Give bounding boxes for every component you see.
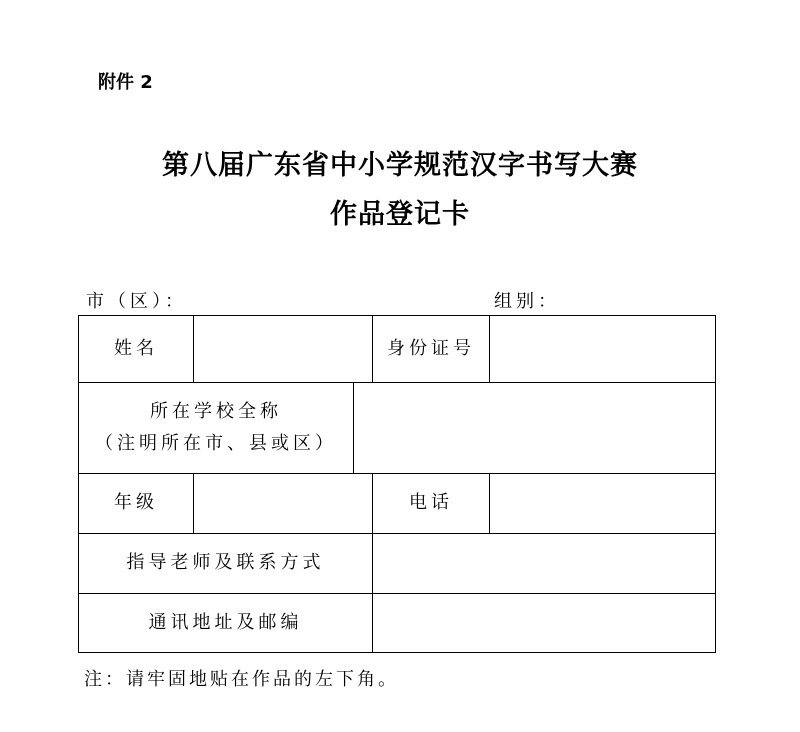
address-label-cell	[78, 593, 373, 653]
school-label: 所在学校全称	[150, 400, 282, 422]
teacher-label: 指导老师及联系方式	[126, 552, 325, 574]
teacher-label-cell	[78, 533, 373, 594]
school-input-cell[interactable]	[353, 382, 716, 474]
grade-label: 年级	[114, 492, 158, 514]
title-line-1: 第八届广东省中小学规范汉字书写大赛	[162, 150, 638, 181]
registration-form-table	[78, 315, 716, 653]
id-number-input-cell[interactable]	[489, 315, 716, 383]
id-number-label: 身份证号	[387, 337, 475, 359]
id-number-label-cell	[372, 315, 490, 383]
name-label-cell	[78, 315, 194, 383]
school-label-note: （注明所在市、县或区）	[95, 433, 337, 454]
grade-label-cell	[78, 473, 194, 534]
title-line-2: 作品登记卡	[330, 199, 470, 230]
phone-label: 电话	[409, 492, 453, 514]
attachment-label: 附件 2	[98, 72, 153, 93]
school-label-cell	[78, 382, 354, 474]
group-field-label: 组别：	[494, 291, 560, 312]
name-input-cell[interactable]	[193, 315, 373, 383]
phone-input-cell[interactable]	[489, 473, 716, 534]
city-field-label: 市（区）：	[86, 291, 187, 312]
phone-label-cell	[372, 473, 490, 534]
grade-input-cell[interactable]	[193, 473, 373, 534]
name-label: 姓名	[114, 337, 158, 359]
address-input-cell[interactable]	[372, 593, 716, 653]
address-label: 通讯地址及邮编	[148, 611, 303, 633]
footer-note: 注：请牢固地贴在作品的左下角。	[84, 669, 399, 690]
teacher-input-cell[interactable]	[372, 533, 716, 594]
